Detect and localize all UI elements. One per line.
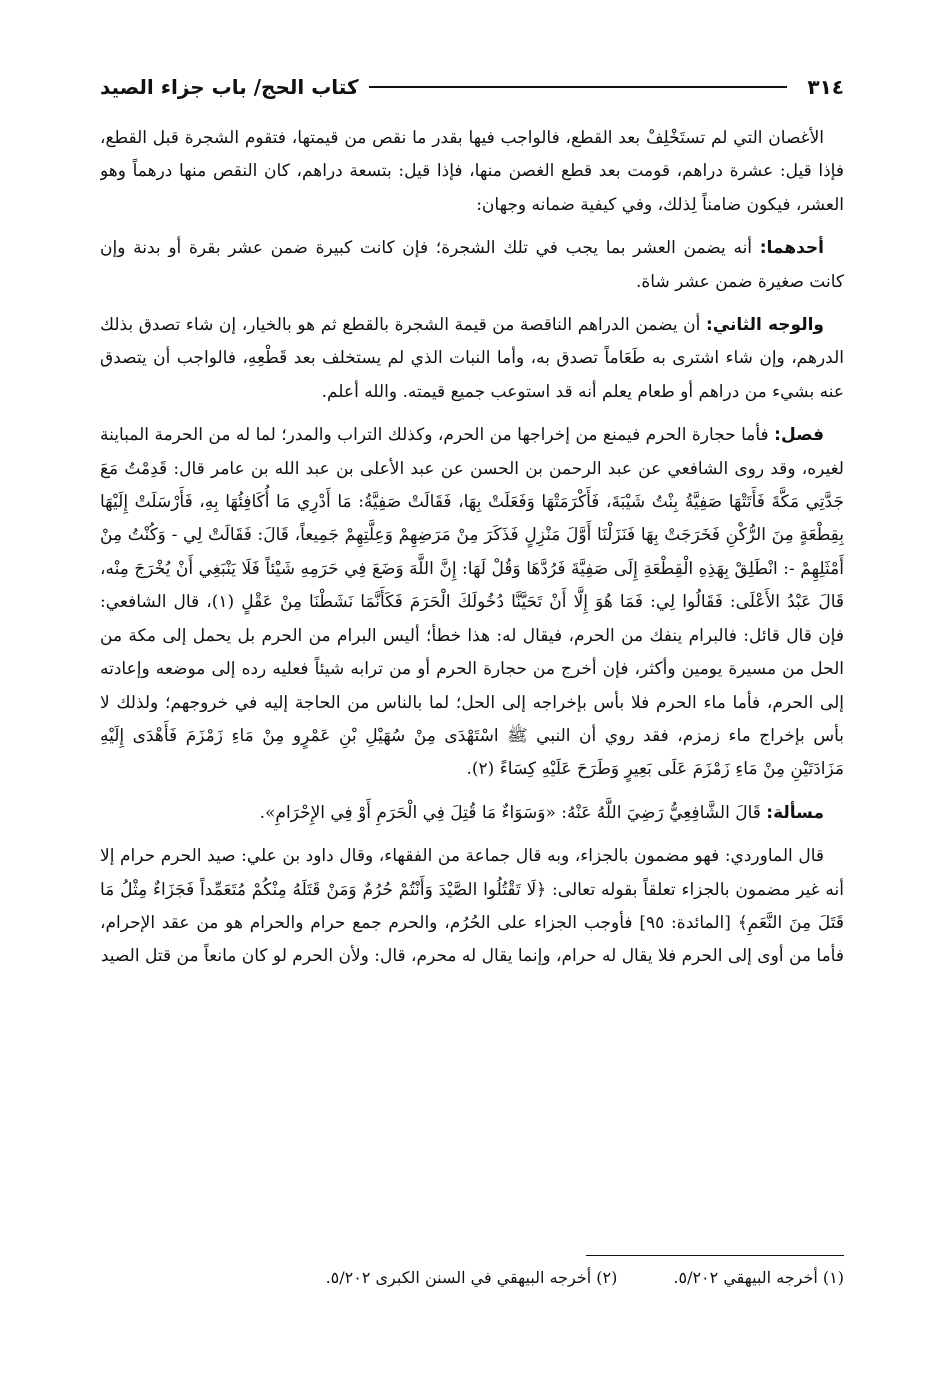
paragraph-lead: فصل: [774,425,824,446]
paragraph-text: أن يضمن الدراهم الناقصة من قيمة الشجرة بالقطع ثم هو بالخيار، إن شاء تصدق بذلك الدرهم، وإن شاء اشترى به طَعَاماً تصدق به، وأما النبات الذي لم يستخلف بعد قَطْعِهِ، فالواجب أن يتصدق عنه بشيء من دراهم أو طعام يعلم أنه قد استوعب جميع قيمته. والله أعلم. [100,315,844,402]
paragraph-text: الأغصان التي لم تستَخْلِفْ بعد القطع، فالواجب فيها بقدر ما نقص من قيمتها، فتقوم الشجرة قبل القطع، فإذا قيل: عشرة دراهم، قومت بعد قطع الغصن منها، فإذا قيل: بتسعة دراهم، كان النقص منها درهماً وهو العشر، فيكون ضامناً لِذلك، وفي كيفية ضمانه وجهان: [100,128,844,215]
paragraph [100,797,844,830]
page-header [100,70,844,104]
paragraph-lead: مسألة: [766,802,824,823]
footnote-rule [586,1255,844,1256]
page-number: ٣١٤ [807,75,844,99]
footnotes [100,1268,844,1308]
footnote-2: (٢) أخرجه البيهقي في السنن الكبرى ٥/٢٠٢. [325,1268,618,1287]
header-rule [369,86,788,88]
paragraph-text: أنه يضمن العشر بما يجب في تلك الشجرة؛ فإن كانت كبيرة ضمن عشر بقرة أو بدنة وإن كانت صغيرة ضمن عشر شاة. [100,238,844,292]
chapter-title: كتاب الحج/ باب جزاء الصيد [100,75,359,99]
paragraph-text: قال الماوردي: فهو مضمون بالجزاء، وبه قال جماعة من الفقهاء، وقال داود بن علي: صيد الحرم حرام إلا أنه غير مضمون بالجزاء تعلقاً بقوله تعالى: ﴿لَا تَقْتُلُوا الصَّيْدَ وَأَنْتُمْ حُرُمٌ وَمَنْ قَتَلَهُ مِنْكُمْ مُتَعَمِّداً فَجَزَاءٌ مِثْلُ مَا قَتَلَ مِنَ النَّعَمِ﴾ [المائدة: ٩٥] فأوجب الجزاء على الحُرُم، والحرم جمع حرام والحرام هو من عقد الإحرام، فأما من أوى إلى الحرم فلا يقال له حرام، وإنما يقال له محرم، قال: ولأن الحرم لو كان مانعاً من قتل الصيد [100,846,844,967]
page-body [100,122,844,1237]
paragraph [100,122,844,222]
paragraph-text: فأما حجارة الحرم فيمنع من إخراجها من الحرم، وكذلك التراب والمدر؛ لما له من الحرمة المباينة لغيره، وقد روى الشافعي عن عبد الرحمن بن الحسن عن عبد الأعلى بن عبد الله بن عامر قال: قَدِمْتُ مَعَ جَدَّتِي مَكَّةَ فَأَتَتْهَا صَفِيَّةُ بِنْتُ شَيْبَةَ، فَأَكْرَمَتْهَا وَفَعَلَتْ بِهَا، فَقَالَتْ صَفِيَّةُ: مَا أَدْرِي مَا أُكَافِئُهَا بِهِ، فَأَرْسَلَتْ إِلَيْهَا بِقِطْعَةٍ مِنَ الرُّكْنِ فَخَرَجَتْ بِهَا فَنَزَلْنَا أَوَّلَ مَنْزِلٍ فَذَكَرَ مِنْ مَرَضِهِمْ وَعِلَّتِهِمْ جَمِيعاً، قَالَ: فَقَالَتْ لِي - وَكُنْتُ مِنْ أَمْثَلِهِمْ -: انْطَلِقْ بِهَذِهِ الْقِطْعَةِ إِلَى صَفِيَّةَ فَرُدَّهَا وَقُلْ لَهَا: إِنَّ اللَّهَ وَضَعَ فِي حَرَمِهِ شَيْئاً فَلَا يَنْبَغِي أَنْ يُخْرَجَ مِنْه، قَالَ عَبْدُ الأَعْلَى: فَقَالُوا لِي: فَمَا هُوَ إِلَّا أَنْ تَحَيَّنَّا دُخُولَكَ الْحَرَمَ فَكَأَنَّمَا نَشَطْنَا مِنْ عَقْلٍ (١)، قال الشافعي: فإن قال قائل: فالبرام ينفك من الحرم، فيقال له: هذا خطأ؛ أليس البرام من الحرم بل يحمل إلى مكة من الحل من مسيرة يومين وأكثر، فإن أخرج من حجارة الحرم أو من ترابه شيئاً فعليه رده إلى موضعه وإعادته إلى الحرم، فأما ماء الحرم فلا بأس بإخراجه إلى الحل؛ لما بالناس من الحاجة إليه في خروجهم؛ ولذلك لا بأس بإخراج ماء زمزم، فقد روي أن النبي ﷺ اسْتَهْدَى مِنْ سُهَيْلِ بْنِ عَمْرٍو مِنْ مَاءِ زَمْزَمَ فَأَهْدَى إِلَيْهِ مَزَادَتَيْنِ مِنْ مَاءِ زَمْزَمَ عَلَى بَعِيرٍ وَطَرَحَ عَلَيْهِ كِسَاءً (٢). [100,425,844,780]
paragraph [100,232,844,299]
paragraph-lead: والوجه الثاني: [705,315,824,336]
footnote-1: (١) أخرجه البيهقي ٥/٢٠٢. [673,1268,844,1287]
paragraph [100,309,844,409]
paragraph-lead: أحدهما: [759,238,824,259]
paragraph-text: قَالَ الشَّافِعِيُّ رَضِيَ اللَّهُ عَنْهُ: «وَسَوَاءٌ مَا قُتِلَ فِي الْحَرَمِ أَوْ فِي الإِحْرَامِ». [259,802,761,823]
paragraph [100,419,844,786]
paragraph [100,840,844,974]
